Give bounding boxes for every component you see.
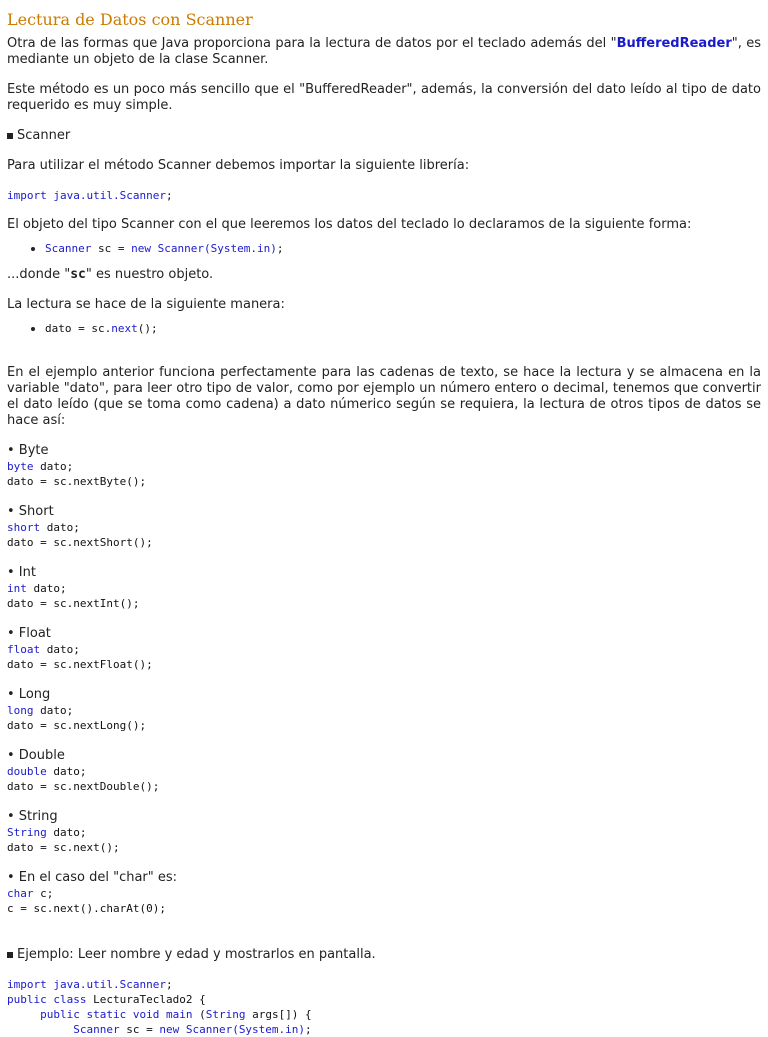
list-item: • dato = sc.next(); (45, 321, 761, 337)
type-read: c = sc.next().charAt(0); (7, 902, 166, 915)
donde-text: ...donde "sc" es nuestro objeto. (7, 267, 214, 282)
square-bullet-icon (7, 133, 13, 139)
example-code-block (7, 977, 761, 1037)
intro-paragraph-1 (7, 36, 761, 68)
type-block (7, 870, 761, 916)
code-keyword: import java.util.Scanner (7, 189, 166, 202)
type-declaration: double dato; (7, 765, 87, 778)
type-block (7, 565, 761, 611)
ejemplo-paragraph: En el ejemplo anterior funciona perfectamente para las cadenas de texto, se hace la lectura y se almacena en la variable "dato", para leer otro tipo de valor, como por ejemplo un número entero o decimal, tenemos que convertir el dato leído (que se toma como cadena) a dato númerico según se requiera, la lectura de otros tipos de datos se hace así: (7, 365, 761, 428)
lectura-text: La lectura se hace de la siguiente manera: (7, 297, 285, 312)
intro-text-a: Otra de las formas que Java proporciona para la lectura de datos por el teclado además del " (7, 36, 617, 51)
type-read: dato = sc.nextShort(); (7, 536, 153, 549)
declare-list (7, 241, 761, 257)
type-read: dato = sc.nextDouble(); (7, 780, 160, 793)
code-line: public static void main (String args[]) { (40, 1008, 312, 1021)
type-block (7, 504, 761, 550)
buffered-reader-link[interactable]: BufferedReader (616, 36, 732, 51)
type-read: dato = sc.nextByte(); (7, 475, 147, 488)
ejemplo-heading-label: Ejemplo: Leer nombre y edad y mostrarlos en pantalla. (17, 947, 376, 962)
intro-paragraph-2: Este método es un poco más sencillo que el "BufferedReader", además, la conversión del dato leído al tipo de dato requerido es muy simple. (7, 82, 761, 113)
ejemplo-heading (7, 947, 761, 963)
type-label: • Long (7, 687, 51, 702)
code-line: public class LecturaTeclado2 { (7, 993, 206, 1006)
square-bullet-icon (7, 952, 13, 958)
type-read: dato = sc.next(); (7, 841, 120, 854)
type-block (7, 443, 761, 489)
page-title: Lectura de Datos con Scanner (7, 10, 253, 29)
type-block (7, 687, 761, 733)
lectura-list (7, 321, 761, 337)
declare-text: El objeto del tipo Scanner con el que leeremos los datos del teclado lo declaramos de la siguiente forma: (7, 217, 692, 232)
code-text: ; (165, 189, 173, 202)
scanner-heading-label: Scanner (17, 128, 71, 143)
type-declaration: short dato; (7, 521, 80, 534)
type-declaration: float dato; (7, 643, 80, 656)
type-label: • Int (7, 565, 36, 580)
type-label: • Short (7, 504, 54, 519)
type-label: • En el caso del "char" es: (7, 870, 178, 885)
type-label: • Float (7, 626, 51, 641)
type-declaration: byte dato; (7, 460, 74, 473)
type-read: dato = sc.nextFloat(); (7, 658, 153, 671)
type-read: dato = sc.nextInt(); (7, 597, 140, 610)
import-code (7, 188, 761, 203)
intro-text-c: ", es mediante un objeto de la clase Scanner. (7, 36, 762, 67)
type-declaration: String dato; (7, 826, 87, 839)
code-line: Scanner sc = new Scanner(System.in); (73, 1023, 312, 1036)
type-block (7, 626, 761, 672)
type-block (7, 748, 761, 794)
type-label: • Double (7, 748, 65, 763)
scanner-heading (7, 128, 761, 144)
code-line: import java.util.Scanner; (7, 978, 173, 991)
type-block (7, 809, 761, 855)
list-item: • Scanner sc = new Scanner(System.in); (45, 241, 761, 257)
type-read: dato = sc.nextLong(); (7, 719, 147, 732)
type-declaration: long dato; (7, 704, 74, 717)
article (7, 0, 761, 1037)
types-list (7, 443, 761, 916)
type-declaration: int dato; (7, 582, 67, 595)
type-label: • String (7, 809, 58, 824)
type-declaration: char c; (7, 887, 54, 900)
import-text: Para utilizar el método Scanner debemos importar la siguiente librería: (7, 158, 470, 173)
type-label: • Byte (7, 443, 49, 458)
